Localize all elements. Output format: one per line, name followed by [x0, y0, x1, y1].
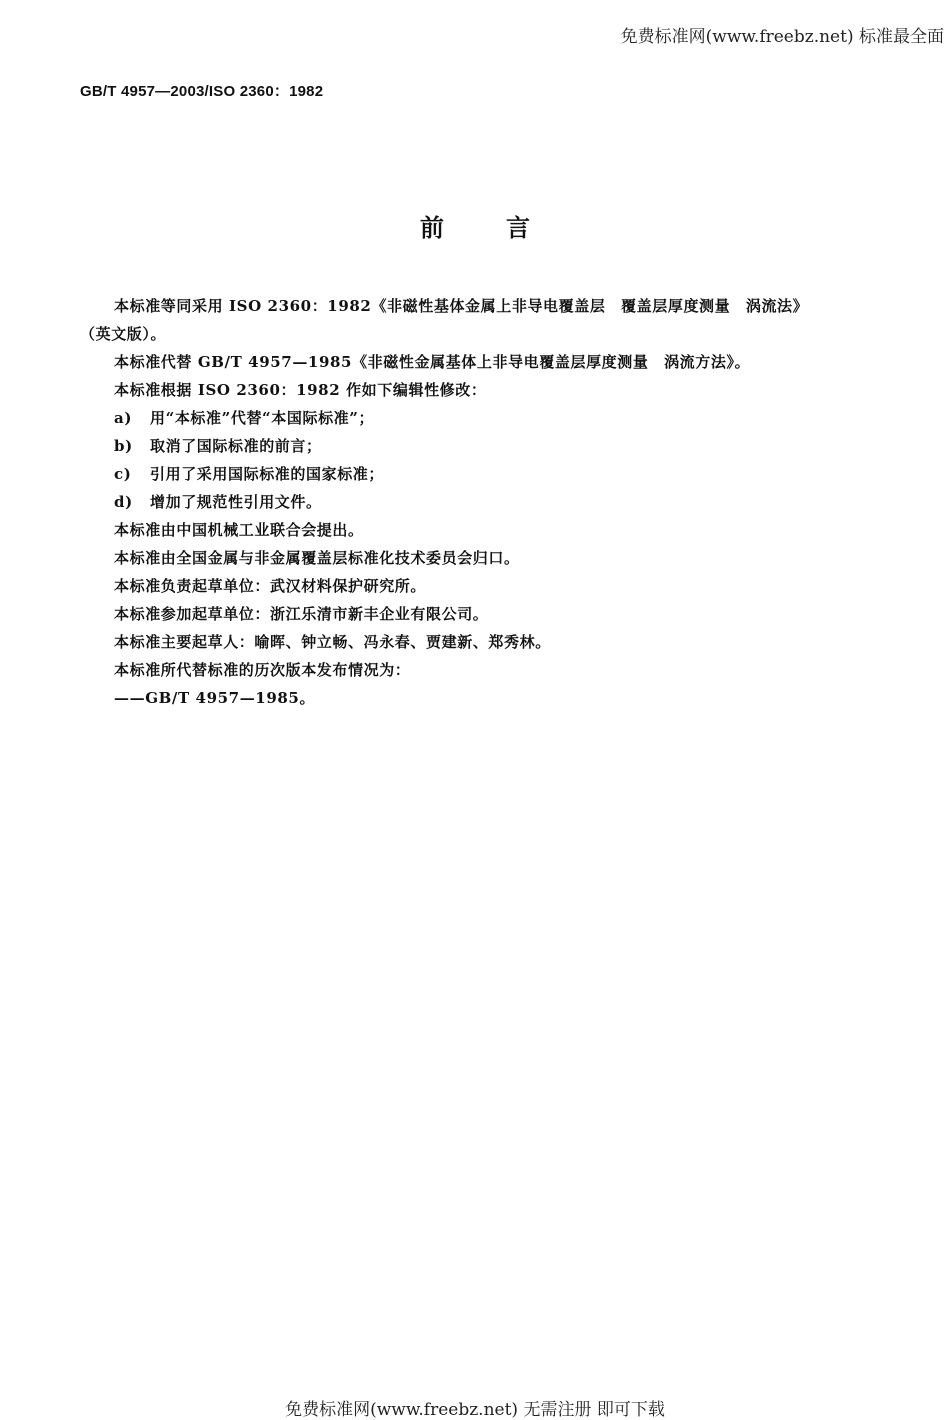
paragraph-participating-unit: 本标准参加起草单位：浙江乐清市新丰企业有限公司。 — [114, 605, 489, 623]
paragraph-drafters: 本标准主要起草人：喻晖、钟立畅、冯永春、贾建新、郑秀林。 — [114, 633, 551, 651]
page-title — [0, 208, 950, 243]
list-item-label: b) — [114, 437, 133, 455]
list-item-text: 引用了采用国际标准的国家标准； — [150, 465, 385, 483]
paragraph-modifications: 本标准根据 ISO 2360：1982 作如下编辑性修改： — [114, 381, 487, 399]
paragraph-history-item: ——GB/T 4957—1985。 — [114, 689, 316, 707]
title-char-2: 言 — [506, 214, 530, 242]
list-item-text: 用“本标准”代替“本国际标准”； — [150, 409, 375, 427]
list-item-label: d) — [114, 493, 133, 511]
paragraph-adoption-continued: （英文版）。 — [80, 325, 167, 343]
list-item — [80, 432, 895, 460]
list-item-label: c) — [114, 465, 132, 483]
list-item-label: a) — [114, 409, 133, 427]
paragraph-adoption: 本标准等同采用 ISO 2360：1982《非磁性基体金属上非导电覆盖层 覆盖层厚度测量 涡流法》 — [114, 297, 809, 315]
site-banner-top: 免费标准网(www.freebz.net) 标准最全面 — [620, 27, 944, 47]
paragraph-proposer: 本标准由中国机械工业联合会提出。 — [114, 521, 364, 539]
list-item-text: 取消了国际标准的前言； — [150, 437, 322, 455]
list-item — [80, 488, 895, 516]
title-char-1: 前 — [420, 214, 444, 242]
list-item — [80, 460, 895, 488]
paragraph-history: 本标准所代替标准的历次版本发布情况为： — [114, 661, 411, 679]
list-item-text: 增加了规范性引用文件。 — [150, 493, 322, 511]
paragraph-drafting-unit: 本标准负责起草单位：武汉材料保护研究所。 — [114, 577, 427, 595]
paragraph-replaces: 本标准代替 GB/T 4957—1985《非磁性金属基体上非导电覆盖层厚度测量 涡流方法》。 — [114, 353, 751, 371]
foreword-body — [80, 292, 895, 712]
list-item — [80, 404, 895, 432]
paragraph-committee: 本标准由全国金属与非金属覆盖层标准化技术委员会归口。 — [114, 549, 520, 567]
site-banner-bottom: 免费标准网(www.freebz.net) 无需注册 即可下载 — [285, 1400, 665, 1420]
standard-number: GB/T 4957—2003/ISO 2360：1982 — [80, 83, 324, 100]
